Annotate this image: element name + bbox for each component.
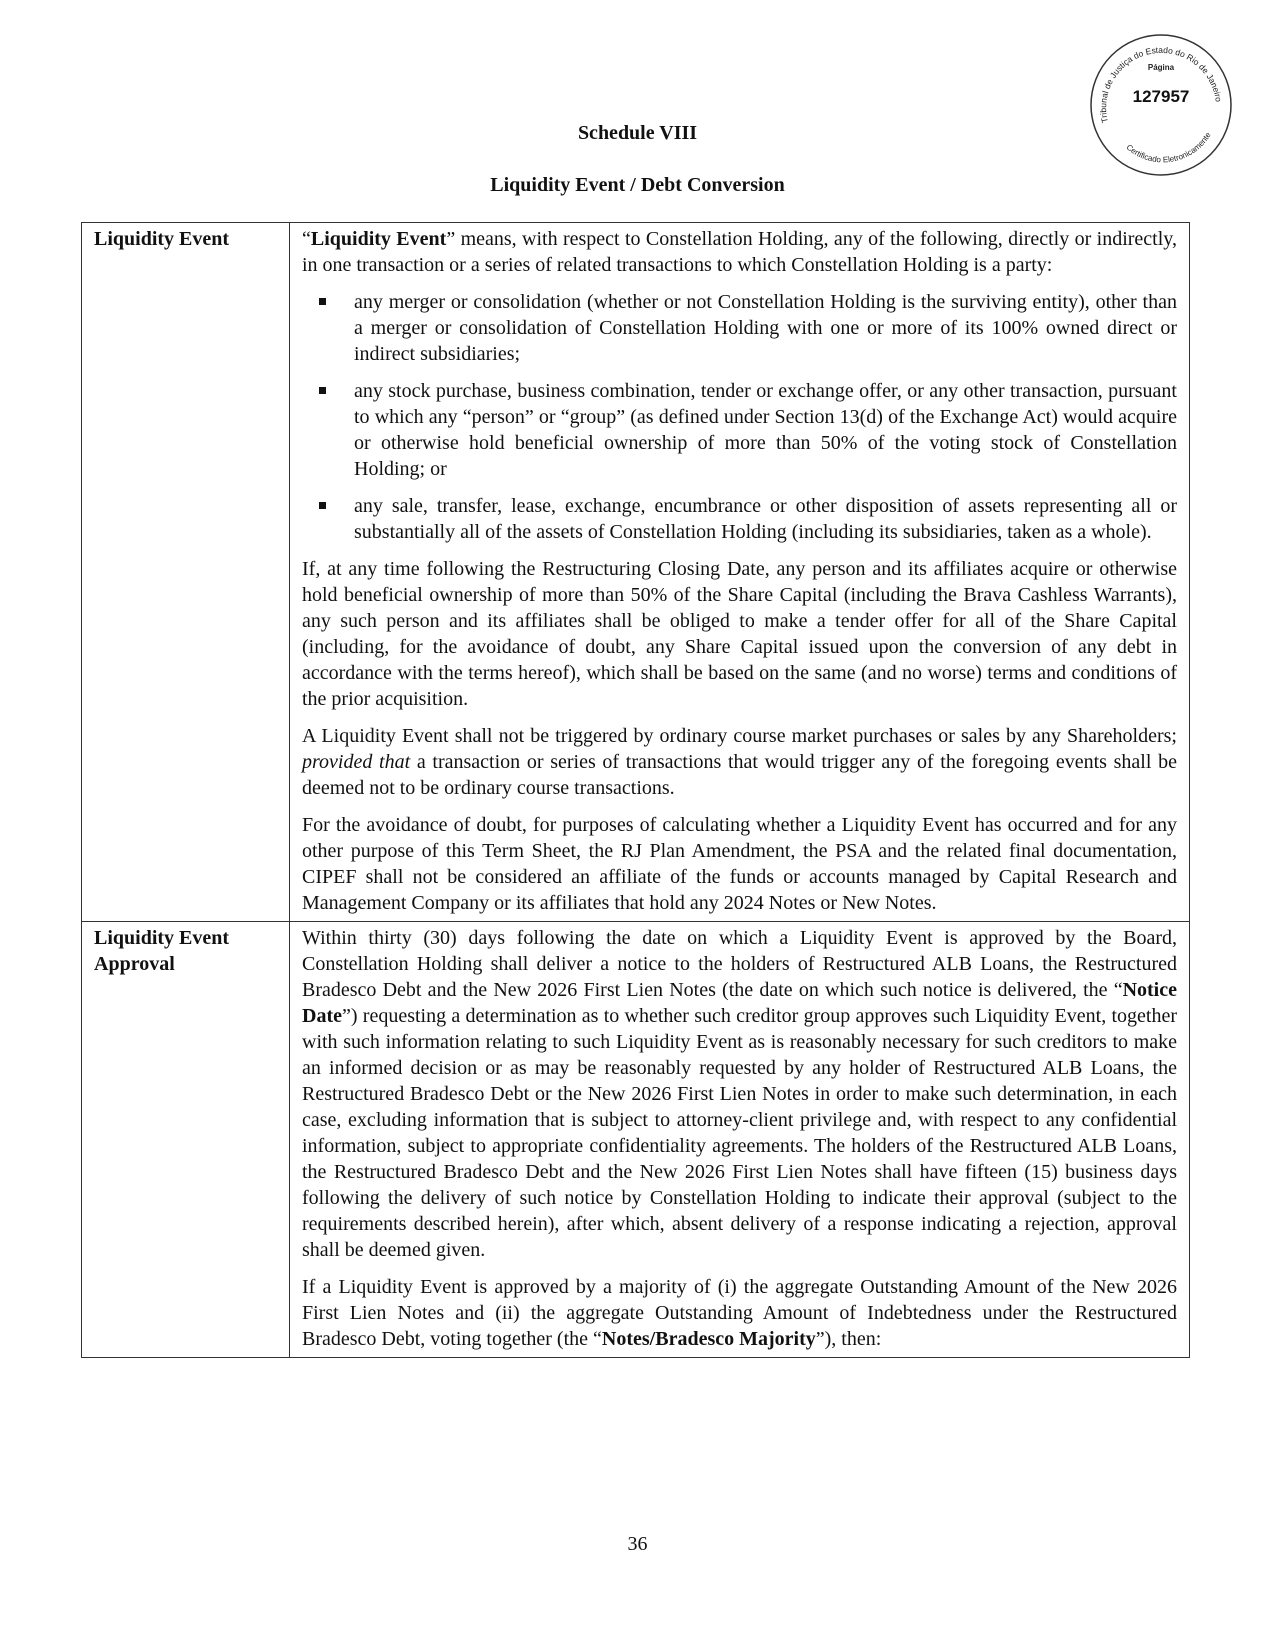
table-row-liquidity-event <box>82 223 1190 922</box>
list-item: any sale, transfer, lease, exchange, encumbrance or other disposition of assets representing all or substantially all of the assets of Constellation Holding (including its subsidiaries, taken as a whole). <box>354 495 1177 543</box>
ordinary-course-paragraph <box>302 723 1177 801</box>
open-quote: “ <box>302 228 311 250</box>
row-label: Liquidity Event Approval <box>82 922 290 1358</box>
notice-text-before: Within thirty (30) days following the date on which a Liquidity Event is approved by the Board, Constellation Holding shall deliver a notice to the holders of Restructured ALB Loans, the Restructured Bradesco Debt and the New 2026 First Lien Notes (the date on which such notice is delivered, the “ <box>302 927 1177 1001</box>
avoidance-paragraph: For the avoidance of doubt, for purposes of calculating whether a Liquidity Event has occurred and for any other purpose of this Term Sheet, the RJ Plan Amendment, the PSA and the related final documentation, CIPEF shall not be considered an affiliate of the funds or accounts managed by Capital Research and Management Company or its affiliates that hold any 2024 Notes or New Notes. <box>302 814 1177 914</box>
list-item: any merger or consolidation (whether or not Constellation Holding is the surviving entity), other than a merger or consolidation of Constellation Holding with one or more of its 100% owned direct or indirect subsidiaries; <box>354 291 1177 365</box>
stamp-page-label: Página <box>1147 63 1175 72</box>
row-label: Liquidity Event <box>82 223 290 922</box>
notice-text-after: ”) requesting a determination as to whether such creditor group approves such Liquidity Event, together with such information relating to such Liquidity Event as is reasonably necessary for such creditors to make an informed decision or as may be reasonably requested by any holder of Restructured ALB Loans, the Restructured Bradesco Debt or the New 2026 First Lien Notes in order to make such determination, in each case, excluding information that is subject to attorney-client privilege and, with respect to any confidential information, subject to appropriate confidentiality agreements. The holders of the Restructured ALB Loans, the Restructured Bradesco Debt and the New 2026 First Lien Notes shall have fifteen (15) business days following the delivery of such notice by Constellation Holding to indicate their approval (subject to the requirements described herein), after which, absent delivery of a response indicating a rejection, approval shall be deemed given. <box>302 1005 1177 1261</box>
list-item: any stock purchase, business combination, tender or exchange offer, or any other transaction, pursuant to which any “person” or “group” (as defined under Section 13(d) of the Exchange Act) would acquire or otherwise hold beneficial ownership of more than 50% of the voting stock of Constellation Holding; or <box>354 380 1177 480</box>
stamp-page-number: 127957 <box>1132 87 1190 106</box>
table-row-liquidity-event-approval <box>82 922 1190 1358</box>
schedule-title: Schedule VIII <box>577 122 698 144</box>
row-content <box>290 922 1190 1358</box>
majority-text-before: If a Liquidity Event is approved by a majority of (i) the aggregate Outstanding Amount of the New 2026 First Lien Notes and (ii) the aggregate Outstanding Amount of Indebtedness under the Restructured Bradesco Debt, voting together (the “ <box>302 1276 1177 1350</box>
term-sheet-table <box>81 222 1190 1358</box>
schedule-subtitle: Liquidity Event / Debt Conversion <box>490 174 785 196</box>
tender-offer-paragraph: If, at any time following the Restructuring Closing Date, any person and its affiliates acquire or otherwise hold beneficial ownership of more than 50% of the Share Capital (including the Brava Cashless Warrants), any such person and its affiliates shall be obliged to make a tender offer for all of the Share Capital (including, for the avoidance of doubt, any Share Capital issued upon the conversion of any debt in accordance with the terms hereof), which shall be based on the same (and no worse) terms and conditions of the prior acquisition. <box>302 558 1177 710</box>
defined-term: Notice Date <box>302 979 1177 1027</box>
defined-term: Notes/Bradesco Majority <box>601 1328 816 1350</box>
court-stamp <box>1086 30 1236 180</box>
ordinary-text-before: A Liquidity Event shall not be triggered by ordinary course market purchases or sales by any Shareholders; <box>302 725 1177 747</box>
stamp-bottom-text: Certificado Eletronicamente <box>1124 130 1213 165</box>
notice-paragraph <box>302 925 1177 1263</box>
page-number: 36 <box>627 1533 648 1555</box>
ordinary-text-after: a transaction or series of transactions that would trigger any of the foregoing events shall be deemed not to be ordinary course transactions. <box>302 751 1177 799</box>
stamp-arc-text: Tribunal de Justiça do Estado do Rio de Janeiro <box>1098 44 1224 124</box>
definition-paragraph <box>302 226 1177 278</box>
row-content <box>290 223 1190 922</box>
definition-text: ” means, with respect to Constellation Holding, any of the following, directly or indirectly, in one transaction or a series of related transactions to which Constellation Holding is a party: <box>302 228 1177 276</box>
majority-text-after: ”), then: <box>815 1328 882 1350</box>
provided-that-italic: provided that <box>302 751 411 773</box>
event-bullet-list <box>302 289 1177 545</box>
majority-paragraph <box>302 1274 1177 1352</box>
defined-term: Liquidity Event <box>310 228 447 250</box>
